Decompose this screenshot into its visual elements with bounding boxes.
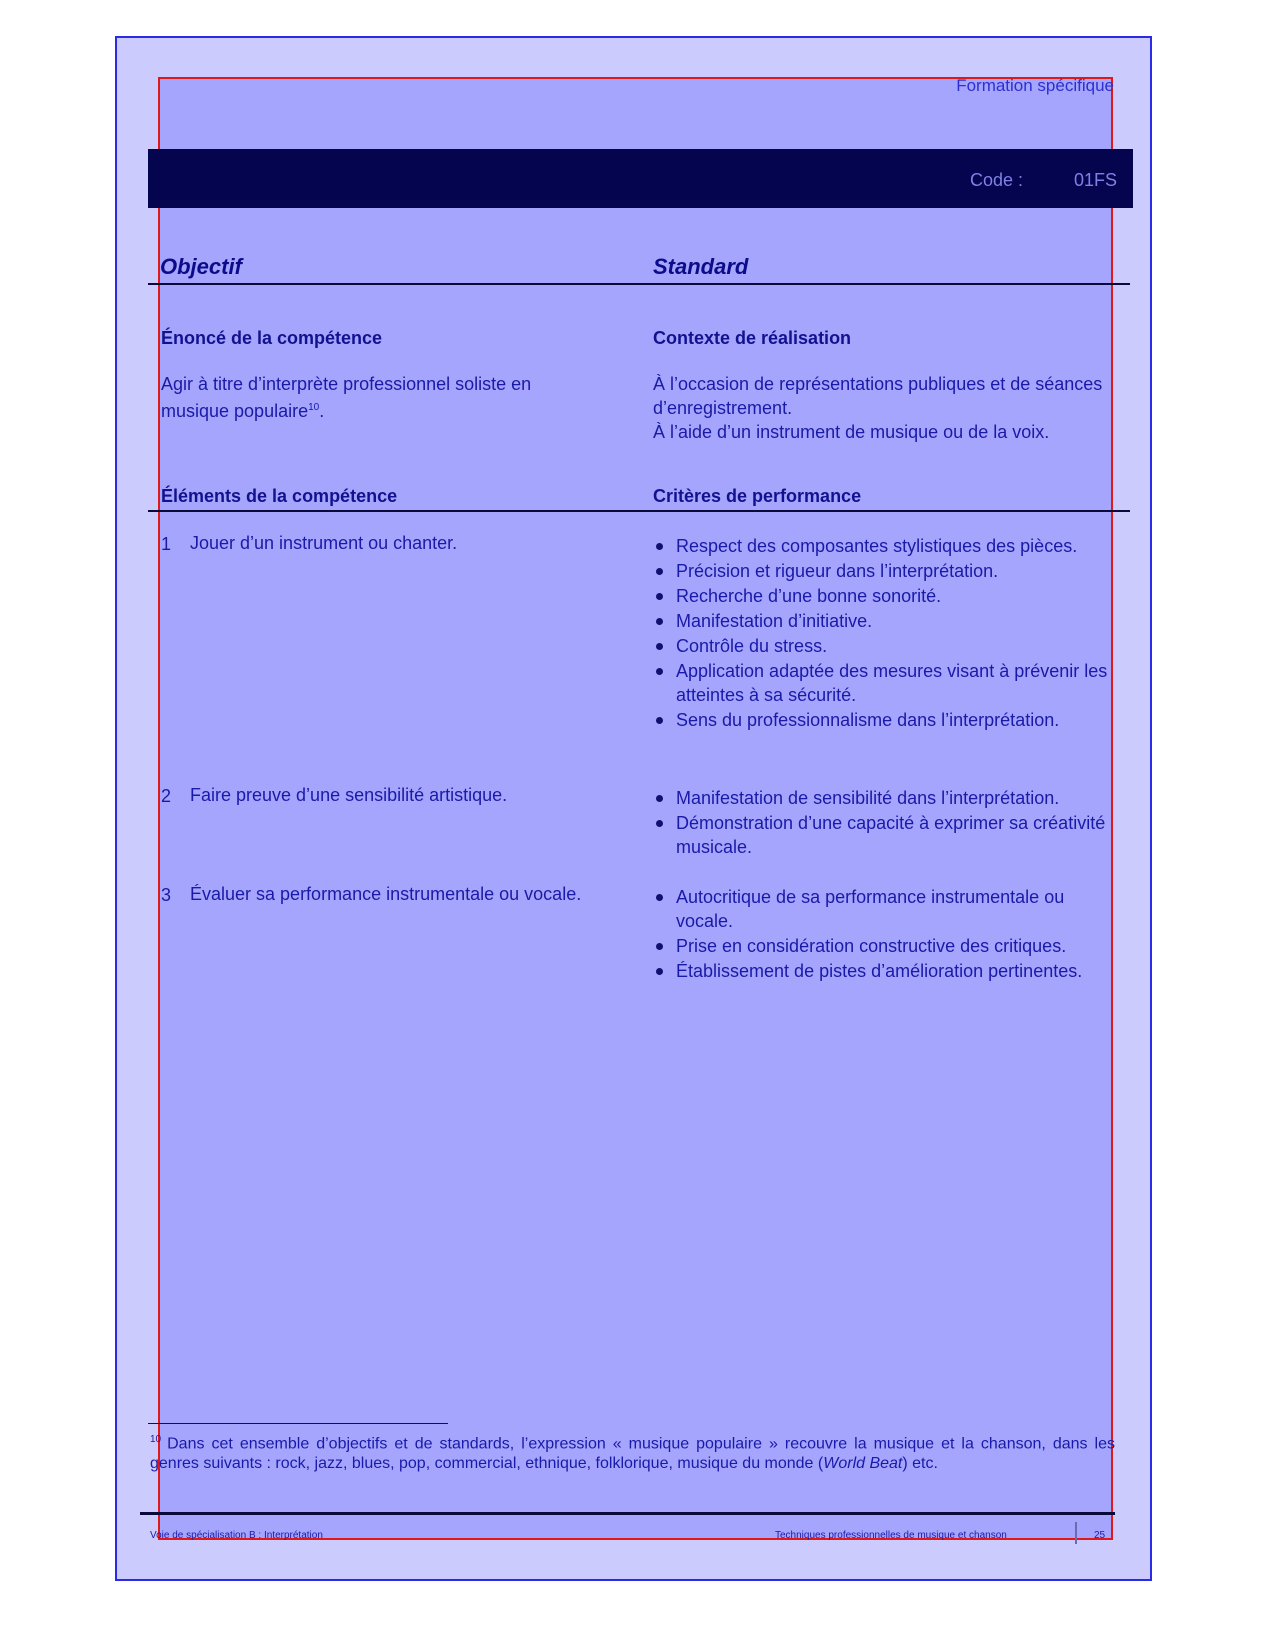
footnote-rule: [148, 1423, 448, 1424]
criteria-item: Sens du professionnalisme dans l’interprétation.: [653, 708, 1113, 732]
criteria-item: Application adaptée des mesures visant à prévenir les atteintes à sa sécurité.: [653, 659, 1113, 707]
footnote-reference: 10: [308, 402, 320, 413]
footer-right: Techniques professionnelles de musique et chanson: [775, 1530, 1007, 1541]
element-number: 1: [161, 534, 172, 554]
code-value: 01FS: [1074, 170, 1118, 190]
footer-rule: [140, 1512, 1115, 1515]
footnote-mark: 10: [150, 1434, 162, 1445]
criteria-item: Respect des composantes stylistiques des pièces.: [653, 534, 1113, 558]
criteria-item: Précision et rigueur dans l’interprétation.: [653, 559, 1113, 583]
elements-rule: [148, 510, 1130, 512]
code-label: Code :: [970, 170, 1024, 190]
column-heading-standard: Standard: [653, 254, 749, 279]
element-text: Jouer d’un instrument ou chanter.: [190, 533, 458, 553]
contexte-text: [653, 372, 1113, 444]
footer-separator: [1075, 1522, 1077, 1544]
element-text: Faire preuve d’une sensibilité artistique.: [190, 785, 508, 805]
element-text: Évaluer sa performance instrumentale ou vocale.: [190, 884, 582, 904]
enonce-text-main: Agir à titre d’interprète professionnel soliste en musique populaire: [161, 374, 532, 421]
criteria-item: Démonstration d’une capacité à exprimer sa créativité musicale.: [653, 811, 1113, 859]
column-heading-objectif: Objectif: [160, 254, 242, 279]
criteria-item: Établissement de pistes d’amélioration pertinentes.: [653, 959, 1113, 983]
contexte-line: À l’aide d’un instrument de musique ou de la voix.: [653, 422, 1050, 442]
contexte-heading: Contexte de réalisation: [653, 328, 852, 348]
criteria-item: Contrôle du stress.: [653, 634, 1113, 658]
enonce-text-end: .: [319, 401, 325, 421]
page-number: 25: [1094, 1530, 1106, 1541]
contexte-line: À l’occasion de représentations publiques et de séances d’enregistrement.: [653, 374, 1103, 418]
criteria-item: Autocritique de sa performance instrumentale ou vocale.: [653, 885, 1113, 933]
running-title: Formation spécifique: [956, 76, 1114, 95]
criteria-item: Recherche d’une bonne sonorité.: [653, 584, 1113, 608]
element-number: 3: [161, 885, 172, 905]
heading-rule: [148, 283, 1130, 285]
enonce-heading: Énoncé de la compétence: [161, 328, 383, 348]
criteria-item: Manifestation de sensibilité dans l’interprétation.: [653, 786, 1113, 810]
criteria-list: [653, 885, 1113, 984]
footnote-emphasis: World Beat: [823, 1455, 903, 1473]
criteria-heading: Critères de performance: [653, 486, 862, 506]
footnote-text-end: ) etc.: [902, 1455, 938, 1473]
footnote-text: Dans cet ensemble d’objectifs et de standards, l’expression « musique populaire » recouvre la musique et la chanson, dans les genres suivants : rock, jazz, blues, pop, commercial, ethnique, folklorique, musique du monde (: [150, 1435, 1115, 1473]
criteria-list: [653, 534, 1113, 733]
element-number: 2: [161, 786, 172, 806]
criteria-list: [653, 786, 1113, 860]
enonce-text: [161, 372, 591, 423]
footer-left: Voie de spécialisation B : Interprétation: [150, 1530, 323, 1541]
elements-heading: Éléments de la compétence: [161, 486, 398, 506]
footnote: [150, 1430, 1115, 1474]
criteria-item: Prise en considération constructive des critiques.: [653, 934, 1113, 958]
criteria-item: Manifestation d’initiative.: [653, 609, 1113, 633]
